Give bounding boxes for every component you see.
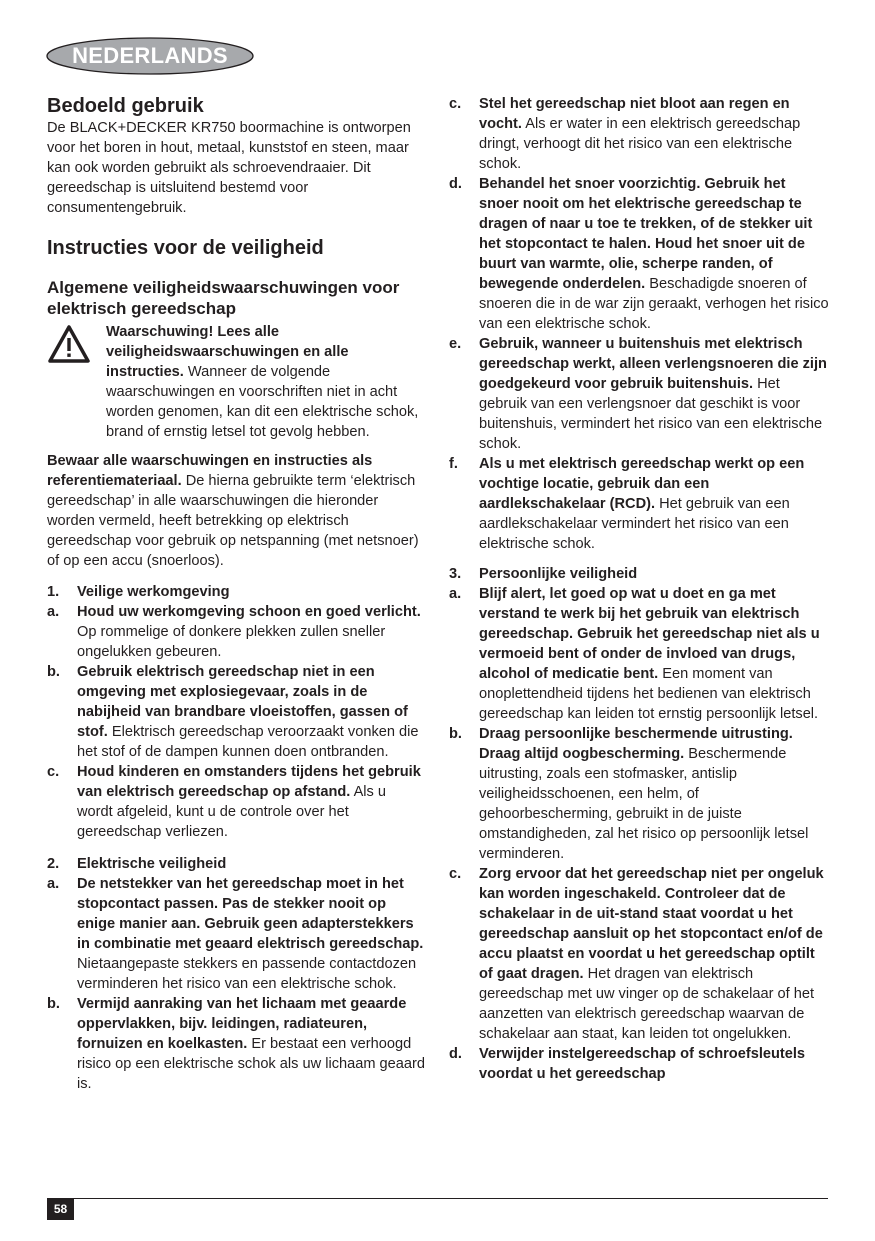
footer-divider xyxy=(47,1198,828,1199)
list-item xyxy=(47,602,425,662)
item-bold: Draag persoonlijke beschermende uitrusting. Draag altijd oogbescherming. xyxy=(479,726,793,762)
item-label: e. xyxy=(449,336,462,352)
item-text: Het dragen van elektrisch gereedschap met uw vinger op de schakelaar of het aanzetten van elektrisch gereedschap waarvan de schakelaar aan staat, kan leiden tot ongelukken. xyxy=(479,966,815,1042)
list-item xyxy=(449,94,829,174)
section-3-title: Persoonlijke veiligheid xyxy=(479,566,638,582)
item-text: Als er water in een elektrisch gereedschap dringt, verhoogt dit het risico van een elektrische schok. xyxy=(479,116,801,172)
item-text: Op rommelige of donkere plekken zullen sneller ongelukken gebeuren. xyxy=(77,624,386,660)
item-label: c. xyxy=(449,866,462,882)
item-text: Een moment van onoplettendheid tijdens het bedienen van elektrisch gereedschap kan leiden tot ernstig persoonlijk letsel. xyxy=(479,666,819,722)
language-badge xyxy=(46,37,254,75)
list-item xyxy=(47,662,425,762)
item-text: Het gebruik van een aardlekschakelaar vermindert het risico van een elektrische schok. xyxy=(479,496,790,552)
item-label: c. xyxy=(449,96,462,112)
item-text: Het gebruik van een verlengsnoer dat geschikt is voor buitenshuis, vermindert het risico van een elektrische schok. xyxy=(479,376,823,452)
item-text: Nietaangepaste stekkers en passende contactdozen verminderen het risico van een elektrische schok. xyxy=(77,956,417,992)
warning-block xyxy=(47,322,425,442)
page-number: 58 xyxy=(47,1199,74,1220)
item-bold: Behandel het snoer voorzichtig. Gebruik het snoer nooit om het elektrische gereedschap te dragen of naar u toe te trekken, of de stekker uit het stopcontact te halen. Houd het snoer uit de buurt van warmte, olie, scherpe randen, of bewegende onderdelen. xyxy=(479,176,813,292)
intended-use-text: De BLACK+DECKER KR750 boormachine is ontworpen voor het boren in hout, metaal, kunststof en steen, maar kan ook worden gebruikt als schroevendraaier. Dit gereedschap is uitsluitend bestemd voor consumentengebruik. xyxy=(47,120,411,216)
warning-triangle-icon xyxy=(47,324,91,364)
item-text: Als u wordt afgeleid, kunt u de controle over het gereedschap verliezen. xyxy=(77,784,387,840)
list-item xyxy=(449,454,829,554)
section-2-heading xyxy=(47,854,425,874)
keep-instructions-bold: Bewaar alle waarschuwingen en instructies als referentiemateriaal. xyxy=(47,453,373,489)
keep-instructions-text: De hierna gebruikte term ‘elektrisch gereedschap’ in alle waarschuwingen die hieronder worden vermeld, heeft betrekking op elektrisch gereedschap voor gebruik op netspanning (met netsnoer) of op een accu (snoerloos). xyxy=(47,473,419,569)
item-label: f. xyxy=(449,456,458,472)
item-bold: Houd kinderen en omstanders tijdens het gebruik van elektrisch gereedschap op afstand. xyxy=(77,764,421,800)
item-bold: Verwijder instelgereedschap of schroefsleutels voordat u het gereedschap xyxy=(479,1046,806,1082)
item-bold: Vermijd aanraking van het lichaam met geaarde oppervlakken, bijv. leidingen, radiateuren, fornuizen en koelkasten. xyxy=(77,996,407,1052)
item-label: d. xyxy=(449,176,462,192)
item-text: Beschadigde snoeren of snoeren die in de war zijn geraakt, verhogen het risico van een elektrische schok. xyxy=(479,276,829,332)
item-bold: Gebruik, wanneer u buitenshuis met elektrisch gereedschap werkt, alleen verlengsnoeren die zijn goedgekeurd voor gebruik buitenshuis. xyxy=(479,336,827,392)
item-text: Er bestaat een verhoogd risico op een elektrische schok als uw lichaam geaard is. xyxy=(77,1036,425,1092)
item-label: a. xyxy=(47,876,60,892)
warning-text: Wanneer de volgende waarschuwingen en voorschriften niet in acht worden genomen, kan dit een elektrische schok, brand of ernstig letsel tot gevolg hebben. xyxy=(106,364,419,440)
right-column xyxy=(449,94,829,1084)
list-item xyxy=(449,174,829,334)
section-1-heading xyxy=(47,582,425,602)
list-item xyxy=(47,762,425,842)
item-label: a. xyxy=(449,586,462,602)
item-text: Beschermende uitrusting, zoals een stofmasker, antislip veiligheidsschoenen, een helm, of gehoorbescherming, gebruikt in de juiste omstandigheden, zal het risico op persoonlijk letsel verminderen. xyxy=(479,746,809,862)
section-2-title: Elektrische veiligheid xyxy=(77,856,227,872)
item-bold: Stel het gereedschap niet bloot aan regen en vocht. xyxy=(479,96,790,132)
left-column xyxy=(47,94,425,1094)
list-item xyxy=(449,724,829,864)
item-label: c. xyxy=(47,764,60,780)
item-label: d. xyxy=(449,1046,462,1062)
item-label: b. xyxy=(47,996,60,1012)
item-label: b. xyxy=(47,664,60,680)
item-bold: Blijf alert, let goed op wat u doet en ga met verstand te werk bij het gebruik van elektrisch gereedschap. Gebruik het gereedschap niet als u vermoeid bent of onder de invloed van drugs, alcohol of medicatie bent. xyxy=(479,586,820,682)
list-item xyxy=(449,1044,829,1084)
safety-subtitle: Algemene veiligheidswaarschuwingen voor elektrisch gereedschap xyxy=(47,278,400,318)
item-bold: Gebruik elektrisch gereedschap niet in een omgeving met explosiegevaar, zoals in de nabijheid van brandbare vloeistoffen, gassen of stof. xyxy=(77,664,408,740)
list-item xyxy=(449,334,829,454)
warning-bold: Waarschuwing! Lees alle veiligheidswaarschuwingen en alle instructies. xyxy=(106,324,349,380)
list-item xyxy=(47,994,425,1094)
section-2-number: 2. xyxy=(47,856,60,872)
safety-title: Instructies voor de veiligheid xyxy=(47,237,324,259)
item-bold: Houd uw werkomgeving schoon en goed verlicht. xyxy=(77,604,421,620)
list-item xyxy=(449,864,829,1044)
list-item xyxy=(449,584,829,724)
item-bold: Als u met elektrisch gereedschap werkt op een vochtige locatie, gebruik dan een aardlekschakelaar (RCD). xyxy=(479,456,805,512)
item-text: Elektrisch gereedschap veroorzaakt vonken die het stof of de dampen kunnen doen ontbranden. xyxy=(77,724,419,760)
item-bold: De netstekker van het gereedschap moet in het stopcontact passen. Pas de stekker nooit op enige manier aan. Gebruik geen adapterstekkers in combinatie met geaard elektrisch gereedschap. xyxy=(77,876,424,952)
item-bold: Zorg ervoor dat het gereedschap niet per ongeluk kan worden ingeschakeld. Controleer dat de schakelaar in de uit-stand staat voordat u het gereedschap aansluit op het stopcontact en/of de accu plaatst en voordat u het gereedschap optilt of gaat dragen. xyxy=(479,866,824,982)
section-3-number: 3. xyxy=(449,566,462,582)
list-item xyxy=(47,874,425,994)
section-3-heading xyxy=(449,564,829,584)
intended-use-title: Bedoeld gebruik xyxy=(47,95,204,117)
section-1-number: 1. xyxy=(47,584,60,600)
language-label: NEDERLANDS xyxy=(72,43,228,68)
item-label: b. xyxy=(449,726,462,742)
item-label: a. xyxy=(47,604,60,620)
section-1-title: Veilige werkomgeving xyxy=(77,584,230,600)
